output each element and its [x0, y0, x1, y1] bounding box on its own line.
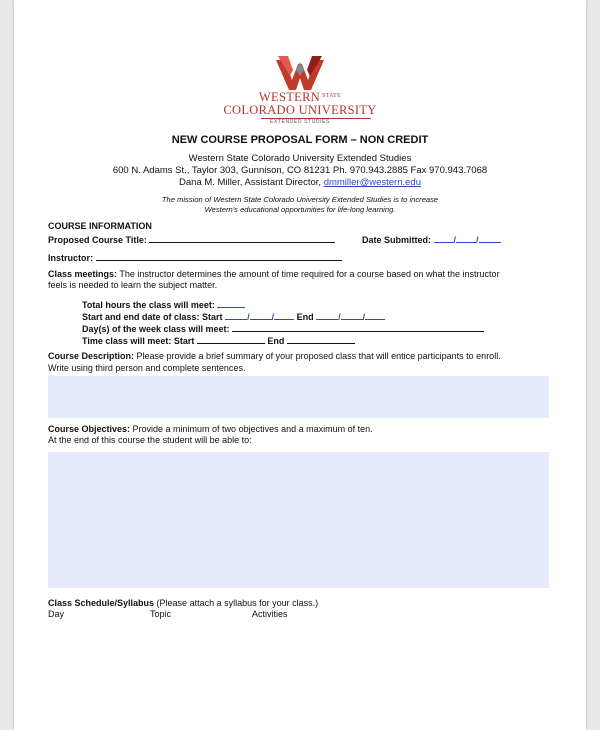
time-label: Time class will meet: Start [82, 336, 195, 346]
mission-line-2: Western's educational opportunities for life-long learning. [204, 205, 396, 214]
objectives-text-2: At the end of this course the student will be able to: [48, 435, 252, 445]
time-row [82, 334, 355, 346]
proposed-title-label: Proposed Course Title: [48, 235, 147, 245]
objectives-row [48, 424, 373, 434]
start-end-label: Start and end date of class: Start [82, 312, 223, 322]
start-end-row [82, 310, 385, 322]
schedule-text: (Please attach a syllabus for your class.) [154, 598, 319, 608]
address-line-2: 600 N. Adams St., Taylor 303, Gunnison, CO 81231 Ph. 970.943.2885 Fax 970.943.7068 [112, 165, 488, 176]
schedule-col-day: Day [48, 609, 65, 619]
time-end-field[interactable] [287, 334, 355, 344]
brand-line-2: COLORADO UNIVERSITY [223, 103, 377, 117]
proposed-title-row [48, 233, 335, 245]
date-submitted-label: Date Submitted: [362, 235, 432, 245]
time-start-field[interactable] [197, 334, 265, 344]
contact-name: Dana M. Miller, Assistant Director, [179, 177, 322, 188]
schedule-col-activities: Activities [252, 609, 288, 619]
objectives-label: Course Objectives: [48, 424, 131, 434]
end-label: End [296, 312, 314, 322]
description-label: Course Description: [48, 351, 135, 361]
instructor-label: Instructor: [48, 253, 93, 263]
address-line-1: Western State Colorado University Extended Studies [188, 153, 412, 164]
proposed-title-field[interactable] [149, 233, 335, 243]
days-row [82, 322, 484, 334]
time-end-label: End [267, 336, 285, 346]
total-hours-label: Total hours the class will meet: [82, 300, 215, 310]
contact-email-link[interactable]: dmmiller@western.edu [323, 177, 421, 188]
instructor-field[interactable] [96, 251, 342, 261]
brand-line-1: WESTERN $^{STATE}$ [258, 90, 342, 104]
class-meetings-text-1: The instructor determines the amount of time required for a course based on what the instructor [117, 269, 500, 279]
schedule-label: Class Schedule/Syllabus [48, 598, 155, 608]
contact-line [14, 177, 586, 188]
course-info-heading: COURSE INFORMATION [48, 221, 152, 231]
document-page [14, 0, 586, 730]
objectives-textarea[interactable] [48, 452, 549, 588]
class-meetings-row [48, 269, 500, 279]
date-submitted-row [362, 233, 501, 245]
instructor-row [48, 251, 342, 263]
class-meetings-text-2: feels is needed to learn the subject matter. [48, 280, 218, 290]
page-title: NEW COURSE PROPOSAL FORM – NON CREDIT [171, 134, 429, 146]
days-label: Day(s) of the week class will meet: [82, 324, 230, 334]
description-textarea[interactable] [48, 376, 549, 418]
start-date-field[interactable]: / / [225, 312, 294, 322]
schedule-row [48, 598, 318, 608]
days-field[interactable] [232, 322, 484, 332]
total-hours-row [82, 298, 245, 310]
end-date-field[interactable]: / / [316, 312, 385, 322]
description-row [48, 351, 501, 361]
date-submitted-field[interactable]: / / [434, 235, 501, 245]
class-meetings-label: Class meetings: [48, 269, 118, 279]
objectives-text-1: Provide a minimum of two objectives and a maximum of ten. [130, 424, 373, 434]
total-hours-field[interactable] [217, 298, 245, 308]
description-text-1: Please provide a brief summary of your proposed class that will entice participants to enroll. [134, 351, 501, 361]
schedule-col-topic: Topic [150, 609, 172, 619]
description-text-2: Write using third person and complete sentences. [48, 363, 246, 373]
w-logo-icon [276, 56, 324, 90]
brand-line-3: EXTENDED STUDIES [270, 119, 330, 125]
mission-line-1: The mission of Western State Colorado University Extended Studies is to increase [161, 195, 439, 204]
